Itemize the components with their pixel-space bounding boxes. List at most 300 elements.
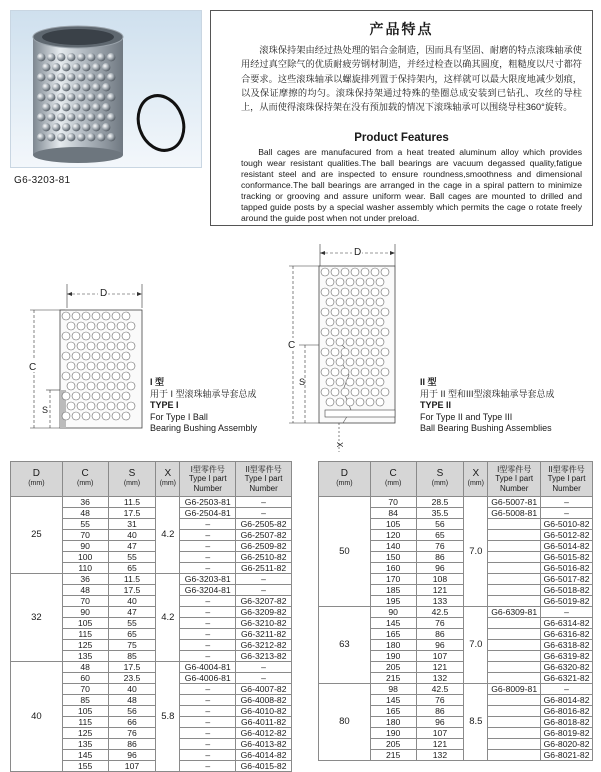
ball-mark: [351, 268, 359, 276]
cell-type1-part: –: [180, 728, 236, 739]
col-d: D (mm): [11, 462, 63, 497]
cell-s: 11.5: [108, 497, 156, 508]
cell-c: 115: [62, 629, 108, 640]
ball-mark: [107, 382, 115, 390]
ball-mark: [366, 378, 374, 386]
cell-c: 165: [370, 706, 416, 717]
ball-mark: [47, 93, 55, 101]
ball-mark: [52, 123, 60, 131]
ball-mark: [356, 358, 364, 366]
type-2-caption: [420, 377, 555, 435]
ball-mark: [361, 368, 369, 376]
cell-type2-part: G6-6318-82: [541, 640, 593, 651]
table-header-row: [319, 462, 593, 497]
ball-mark: [97, 342, 105, 350]
cell-type2-part: G6-4008-82: [236, 695, 292, 706]
ball-mark: [52, 83, 60, 91]
cell-s: 76: [416, 618, 464, 629]
ball-mark: [356, 298, 364, 306]
cell-s: 42.5: [416, 684, 464, 695]
ball-mark: [77, 322, 85, 330]
ball-mark: [72, 412, 80, 420]
ball-mark: [361, 388, 369, 396]
ball-mark: [127, 402, 135, 410]
cell-type1-part: –: [180, 706, 236, 717]
cell-type1-part: [488, 640, 541, 651]
ball-mark: [37, 113, 45, 121]
ball-mark: [67, 73, 75, 81]
cn-title: 产品特点: [369, 21, 434, 37]
ball-cage-illustration: [11, 11, 203, 169]
ball-mark: [366, 318, 374, 326]
ball-mark: [62, 123, 70, 131]
ball-mark: [107, 322, 115, 330]
ball-mark: [82, 83, 90, 91]
cell-s: 55: [108, 552, 156, 563]
type-1-en-desc-1: For Type I Ball: [150, 411, 208, 422]
ball-mark: [77, 362, 85, 370]
ball-mark: [326, 338, 334, 346]
cell-type2-part: G6-4010-82: [236, 706, 292, 717]
ball-mark: [97, 53, 105, 61]
cell-type1-part: G6-8009-81: [488, 684, 541, 695]
col-s: S (mm): [416, 462, 464, 497]
cell-type2-part: –: [541, 497, 593, 508]
cell-type2-part: G6-6320-82: [541, 662, 593, 673]
type-1-en-type: TYPE I: [150, 400, 179, 410]
ball-mark: [351, 308, 359, 316]
ball-mark: [62, 372, 70, 380]
ball-mark: [62, 392, 70, 400]
ball-mark: [82, 392, 90, 400]
cell-c: 140: [370, 541, 416, 552]
ball-mark: [47, 73, 55, 81]
ball-mark: [376, 278, 384, 286]
ball-mark: [346, 298, 354, 306]
cell-type1-part: [488, 563, 541, 574]
ball-mark: [87, 402, 95, 410]
cell-type1-part: [488, 541, 541, 552]
ball-mark: [67, 322, 75, 330]
ball-mark: [331, 348, 339, 356]
cell-x: 7.0: [464, 607, 488, 684]
ball-mark: [366, 298, 374, 306]
ball-mark: [112, 392, 120, 400]
table-row: [11, 574, 292, 585]
ball-mark: [107, 93, 115, 101]
cell-s: 23.5: [108, 673, 156, 684]
ball-mark: [381, 328, 389, 336]
type-1-cn-desc: 用于 I 型滚珠轴承导套总成: [150, 388, 257, 399]
ball-mark: [82, 312, 90, 320]
ball-mark: [122, 332, 130, 340]
ball-mark: [371, 388, 379, 396]
ball-mark: [57, 53, 65, 61]
cell-type2-part: G6-5015-82: [541, 552, 593, 563]
cell-c: 48: [62, 508, 108, 519]
cell-s: 42.5: [416, 607, 464, 618]
ball-mark: [102, 392, 110, 400]
ball-mark: [331, 268, 339, 276]
cell-type2-part: G6-8021-82: [541, 750, 593, 761]
ball-mark: [72, 103, 80, 111]
cell-type2-part: G6-5019-82: [541, 596, 593, 607]
type-1-diagram: [20, 280, 150, 440]
ball-mark: [47, 133, 55, 141]
cell-type2-part: G6-5012-82: [541, 530, 593, 541]
cell-c: 145: [62, 750, 108, 761]
ball-mark: [87, 342, 95, 350]
ball-mark: [37, 53, 45, 61]
ball-mark: [62, 63, 70, 71]
cell-c: 36: [62, 574, 108, 585]
ball-mark: [72, 123, 80, 131]
ball-mark: [376, 338, 384, 346]
ball-mark: [62, 412, 70, 420]
cell-type2-part: G6-3209-82: [236, 607, 292, 618]
cell-s: 76: [416, 695, 464, 706]
ball-mark: [97, 382, 105, 390]
cell-c: 70: [370, 497, 416, 508]
ball-mark: [326, 358, 334, 366]
ball-mark: [341, 348, 349, 356]
ball-mark: [112, 312, 120, 320]
cell-c: 180: [370, 717, 416, 728]
cell-s: 107: [416, 728, 464, 739]
col-c: C (mm): [62, 462, 108, 497]
ball-mark: [376, 378, 384, 386]
ball-mark: [62, 352, 70, 360]
ball-mark: [321, 388, 329, 396]
ball-mark: [341, 288, 349, 296]
ball-mark: [326, 278, 334, 286]
ball-mark: [67, 382, 75, 390]
ball-mark: [112, 352, 120, 360]
ball-mark: [356, 278, 364, 286]
cell-c: 105: [62, 706, 108, 717]
ball-mark: [112, 412, 120, 420]
ball-mark: [381, 388, 389, 396]
table-row: [319, 607, 593, 618]
ball-mark: [122, 392, 130, 400]
cell-type2-part: G6-6321-82: [541, 673, 593, 684]
ball-mark: [97, 402, 105, 410]
ball-mark: [77, 402, 85, 410]
ball-mark: [331, 388, 339, 396]
cell-c: 160: [370, 563, 416, 574]
cell-type1-part: –: [180, 695, 236, 706]
ball-mark: [92, 372, 100, 380]
col-s: S (mm): [108, 462, 156, 497]
cell-type1-part: G6-2503-81: [180, 497, 236, 508]
ball-mark: [92, 312, 100, 320]
ball-mark: [102, 63, 110, 71]
cell-s: 121: [416, 585, 464, 596]
cell-type2-part: G6-2510-82: [236, 552, 292, 563]
cell-type1-part: –: [180, 629, 236, 640]
type-1-cn-type: I 型: [150, 377, 165, 387]
cell-s: 55: [108, 618, 156, 629]
ball-mark: [92, 352, 100, 360]
cell-type2-part: –: [541, 607, 593, 618]
col-x: X (mm): [464, 462, 488, 497]
dim-d-label-2: D: [354, 247, 362, 258]
ball-mark: [42, 123, 50, 131]
ball-mark: [336, 298, 344, 306]
ball-mark: [122, 352, 130, 360]
cell-c: 165: [370, 629, 416, 640]
type-2-en-type: TYPE II: [420, 400, 452, 410]
cell-c: 84: [370, 508, 416, 519]
cell-s: 65: [108, 563, 156, 574]
cell-c: 55: [62, 519, 108, 530]
ball-mark: [117, 382, 125, 390]
cell-s: 108: [416, 574, 464, 585]
ball-mark: [341, 308, 349, 316]
cell-type2-part: G6-5017-82: [541, 574, 593, 585]
cell-s: 17.5: [108, 585, 156, 596]
ball-mark: [366, 278, 374, 286]
ball-mark: [57, 133, 65, 141]
ball-mark: [82, 352, 90, 360]
cell-s: 65: [416, 530, 464, 541]
cell-c: 135: [62, 739, 108, 750]
cell-d: 63: [319, 607, 371, 684]
ball-mark: [52, 63, 60, 71]
ball-mark: [331, 368, 339, 376]
ball-mark: [376, 358, 384, 366]
ball-mark: [87, 73, 95, 81]
dim-s-label: S: [42, 405, 49, 415]
ball-mark: [82, 372, 90, 380]
ball-mark: [117, 342, 125, 350]
ball-mark: [356, 378, 364, 386]
cell-type2-part: –: [236, 574, 292, 585]
cell-type1-part: [488, 651, 541, 662]
cell-type1-part: [488, 662, 541, 673]
cell-type1-part: –: [180, 541, 236, 552]
ball-mark: [336, 378, 344, 386]
cell-type2-part: G6-5010-82: [541, 519, 593, 530]
cell-c: 170: [370, 574, 416, 585]
ball-mark: [67, 402, 75, 410]
cell-c: 90: [62, 607, 108, 618]
ball-mark: [107, 73, 115, 81]
cell-s: 31: [108, 519, 156, 530]
cell-s: 17.5: [108, 508, 156, 519]
cell-d: 25: [11, 497, 63, 574]
cell-type1-part: G6-5008-81: [488, 508, 541, 519]
ball-mark: [52, 103, 60, 111]
cell-c: 145: [370, 695, 416, 706]
cell-s: 17.5: [108, 662, 156, 673]
cell-type1-part: [488, 706, 541, 717]
ball-mark: [107, 113, 115, 121]
cell-type2-part: G6-5018-82: [541, 585, 593, 596]
ball-mark: [341, 268, 349, 276]
ball-mark: [62, 103, 70, 111]
cell-s: 121: [416, 662, 464, 673]
ball-mark: [336, 278, 344, 286]
spec-table-right: [318, 461, 593, 761]
ball-mark: [117, 362, 125, 370]
ball-mark: [102, 123, 110, 131]
cell-c: 48: [62, 585, 108, 596]
dim-c-label-2: C: [288, 340, 296, 351]
cell-type2-part: –: [541, 508, 593, 519]
cell-type1-part: [488, 530, 541, 541]
cell-type1-part: –: [180, 750, 236, 761]
type-2-cn-desc: 用于 II 型和III型滚珠轴承导套总成: [420, 388, 555, 399]
cell-type2-part: G6-3213-82: [236, 651, 292, 662]
ball-mark: [331, 328, 339, 336]
ball-mark: [87, 113, 95, 121]
ball-mark: [122, 372, 130, 380]
cell-s: 85: [108, 651, 156, 662]
cell-s: 133: [416, 596, 464, 607]
ball-mark: [366, 338, 374, 346]
ball-mark: [371, 288, 379, 296]
ball-mark: [97, 113, 105, 121]
cell-type1-part: –: [180, 651, 236, 662]
ball-mark: [92, 103, 100, 111]
ball-mark: [107, 402, 115, 410]
ball-mark: [351, 388, 359, 396]
ball-mark: [92, 123, 100, 131]
cell-c: 90: [370, 607, 416, 618]
ball-mark: [47, 53, 55, 61]
ball-mark: [321, 268, 329, 276]
cell-s: 132: [416, 673, 464, 684]
cell-c: 185: [370, 585, 416, 596]
dim-d-label: D: [100, 288, 108, 299]
ball-mark: [346, 338, 354, 346]
cell-type2-part: G6-2507-82: [236, 530, 292, 541]
ball-mark: [361, 308, 369, 316]
ball-mark: [82, 332, 90, 340]
cell-type1-part: –: [180, 563, 236, 574]
cell-type2-part: G6-5014-82: [541, 541, 593, 552]
col-x: X (mm): [156, 462, 180, 497]
type-1-en-desc-2: Bearing Bushing Assembly: [150, 423, 258, 433]
ball-mark: [376, 298, 384, 306]
ball-mark: [42, 103, 50, 111]
ball-mark: [366, 398, 374, 406]
table-header-row: [11, 462, 292, 497]
ball-mark: [321, 288, 329, 296]
ball-mark: [47, 113, 55, 121]
cell-s: 40: [108, 684, 156, 695]
table-row: [11, 497, 292, 508]
cell-type2-part: G6-8019-82: [541, 728, 593, 739]
cell-type2-part: G6-2509-82: [236, 541, 292, 552]
cell-x: 4.2: [156, 497, 180, 574]
ball-mark: [92, 392, 100, 400]
cell-c: 135: [62, 651, 108, 662]
col-type1: I型零件号 Type I part Number: [488, 462, 541, 497]
cell-s: 96: [416, 717, 464, 728]
cell-type1-part: –: [180, 530, 236, 541]
cell-type2-part: G6-8020-82: [541, 739, 593, 750]
type-2-en-desc-1: For Type II and Type III: [420, 411, 513, 422]
ball-mark: [92, 412, 100, 420]
ball-mark: [127, 362, 135, 370]
dim-c-label: C: [29, 362, 37, 373]
cell-c: 105: [370, 519, 416, 530]
cell-s: 76: [416, 541, 464, 552]
en-title: Product Features: [354, 132, 449, 144]
ball-mark: [341, 388, 349, 396]
ball-mark: [87, 53, 95, 61]
cell-s: 96: [416, 563, 464, 574]
cell-d: 32: [11, 574, 63, 662]
ball-mark: [42, 63, 50, 71]
ball-mark: [82, 412, 90, 420]
cell-s: 107: [108, 761, 156, 772]
ball-mark: [57, 93, 65, 101]
dim-s-label-2: S: [299, 377, 306, 387]
cell-c: 98: [370, 684, 416, 695]
cell-x: 7.0: [464, 497, 488, 607]
type-1-caption: [150, 377, 257, 435]
table-row: [11, 662, 292, 673]
cell-c: 145: [370, 618, 416, 629]
ball-mark: [72, 332, 80, 340]
cell-type2-part: G6-8016-82: [541, 706, 593, 717]
cell-s: 56: [416, 519, 464, 530]
cell-type2-part: G6-6319-82: [541, 651, 593, 662]
ball-mark: [336, 358, 344, 366]
cell-type1-part: G6-5007-81: [488, 497, 541, 508]
cell-c: 125: [62, 640, 108, 651]
ball-mark: [87, 322, 95, 330]
ball-mark: [326, 298, 334, 306]
cell-c: 70: [62, 596, 108, 607]
ball-mark: [92, 63, 100, 71]
ball-mark: [77, 382, 85, 390]
ball-mark: [102, 412, 110, 420]
cell-type2-part: G6-5016-82: [541, 563, 593, 574]
cell-s: 11.5: [108, 574, 156, 585]
ball-mark: [381, 368, 389, 376]
cell-type2-part: G6-6314-82: [541, 618, 593, 629]
cell-type1-part: [488, 585, 541, 596]
cell-type1-part: [488, 717, 541, 728]
cell-s: 48: [108, 695, 156, 706]
cell-type1-part: G6-3204-81: [180, 585, 236, 596]
cell-type1-part: –: [180, 640, 236, 651]
ball-mark: [381, 268, 389, 276]
ball-mark: [351, 348, 359, 356]
ball-mark: [107, 362, 115, 370]
cell-type2-part: G6-6316-82: [541, 629, 593, 640]
ball-mark: [82, 63, 90, 71]
col-type2: II型零件号 Type I part Number: [236, 462, 292, 497]
cell-type1-part: G6-4004-81: [180, 662, 236, 673]
ball-mark: [381, 308, 389, 316]
cell-c: 190: [370, 728, 416, 739]
ball-mark: [346, 278, 354, 286]
cell-c: 150: [370, 552, 416, 563]
cell-type1-part: –: [180, 519, 236, 530]
cell-c: 48: [62, 662, 108, 673]
cell-type1-part: [488, 618, 541, 629]
ball-mark: [97, 322, 105, 330]
ball-mark: [87, 93, 95, 101]
ball-mark: [57, 113, 65, 121]
cell-c: 100: [62, 552, 108, 563]
ball-mark: [326, 378, 334, 386]
